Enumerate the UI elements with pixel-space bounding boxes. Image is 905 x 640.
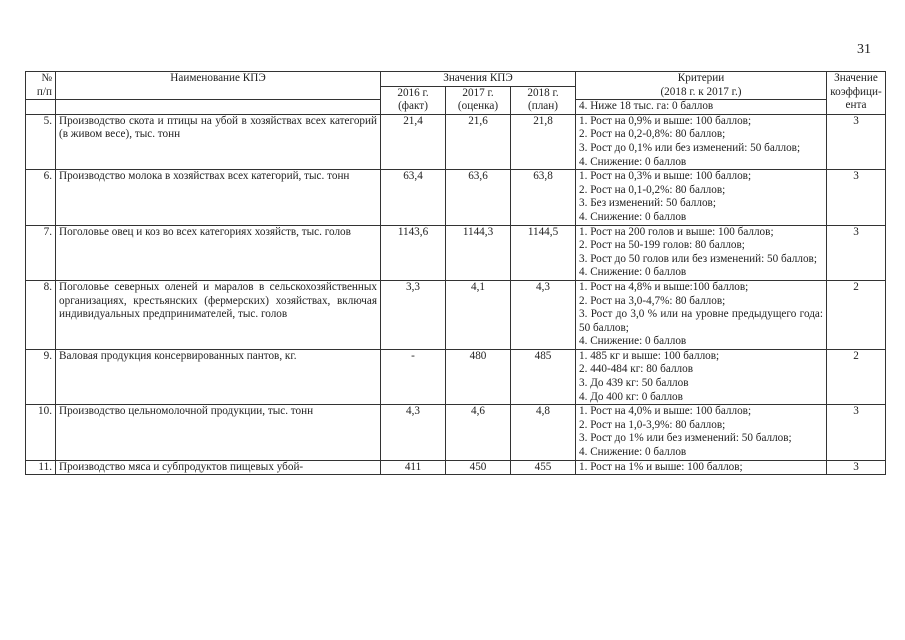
value-2016: 4,3 <box>381 405 446 460</box>
criteria-item: 3. Рост до 1% или без изменений: 50 баллов; <box>579 432 792 445</box>
kpi-table <box>25 71 886 475</box>
value-2016: 411 <box>381 460 446 475</box>
criteria-item: 1. Рост на 4,8% и выше:100 баллов; <box>579 280 749 293</box>
criteria-list <box>576 460 827 475</box>
kpi-name: Поголовье северных оленей и маралов в сельскохозяйственных организациях, крестьянских (фермерских) хозяйствах, включая индивидуальных предпринимателей, тыс. голов <box>56 280 381 349</box>
criteria-item: 4. Снижение: 0 баллов <box>579 446 687 459</box>
criteria-item: 4. Снижение: 0 баллов <box>579 210 687 223</box>
table-row <box>26 225 886 280</box>
value-2017: 480 <box>446 349 511 404</box>
criteria-item: 1. Рост на 4,0% и выше: 100 баллов; <box>579 405 752 418</box>
criteria-item: 1. Рост на 0,3% и выше: 100 баллов; <box>579 170 752 183</box>
criteria-item: 3. Рост до 0,1% или без изменений: 50 баллов; <box>579 141 801 154</box>
row-number: 11. <box>26 460 56 475</box>
criteria-list <box>576 349 827 404</box>
value-2018: 4,8 <box>511 405 576 460</box>
kpi-name: Производство скота и птицы на убой в хозяйствах всех категорий (в живом весе), тыс. тонн <box>56 114 381 169</box>
criteria-list <box>576 280 827 349</box>
criteria-item: 3. Рост до 3,0 % или на уровне предыдущего года: 50 баллов; <box>579 308 823 334</box>
coefficient-value: 3 <box>827 405 886 460</box>
criteria-item: 4. Снижение: 0 баллов <box>579 266 687 279</box>
row-number: 9. <box>26 349 56 404</box>
col-header-values: Значения КПЭ <box>381 72 576 87</box>
criteria-item: 2. Рост на 1,0-3,9%: 80 баллов; <box>579 418 726 431</box>
criteria-item: 2. Рост на 0,1-0,2%: 80 баллов; <box>579 183 726 196</box>
kpi-table-body <box>26 114 886 474</box>
col-header-criteria: Критерии (2018 г. к 2017 г.) <box>576 72 827 100</box>
value-2016: 63,4 <box>381 170 446 225</box>
row-number: 10. <box>26 405 56 460</box>
criteria-item: 2. 440-484 кг: 80 баллов <box>579 363 693 376</box>
criteria-item: 4. Снижение: 0 баллов <box>579 155 687 168</box>
col-header-name: Наименование КПЭ <box>56 72 381 100</box>
header-row <box>26 72 886 87</box>
criteria-item: 3. До 439 кг: 50 баллов <box>579 377 689 390</box>
value-2017: 4,1 <box>446 280 511 349</box>
criteria-item: 2. Рост на 50-199 голов: 80 баллов; <box>579 239 745 252</box>
criteria-item: 4. До 400 кг: 0 баллов <box>579 390 683 403</box>
criteria-item: 2. Рост на 3,0-4,7%: 80 баллов; <box>579 294 726 307</box>
carry-over-name <box>56 100 381 115</box>
value-2018: 63,8 <box>511 170 576 225</box>
coefficient-value: 3 <box>827 460 886 475</box>
col-header-no: № п/п <box>26 72 56 100</box>
kpi-name: Поголовье овец и коз во всех категориях хозяйств, тыс. голов <box>56 225 381 280</box>
coefficient-value: 2 <box>827 349 886 404</box>
criteria-item: 2. Рост на 0,2-0,8%: 80 баллов; <box>579 128 726 141</box>
criteria-item: 1. Рост на 200 голов и выше: 100 баллов; <box>579 225 774 238</box>
kpi-name: Производство мяса и субпродуктов пищевых убой- <box>56 460 381 475</box>
criteria-item: 1. 485 кг и выше: 100 баллов; <box>579 349 720 362</box>
value-2017: 4,6 <box>446 405 511 460</box>
col-header-2018: 2018 г. (план) <box>511 86 576 114</box>
value-2018: 1144,5 <box>511 225 576 280</box>
row-number: 5. <box>26 114 56 169</box>
value-2017: 450 <box>446 460 511 475</box>
kpi-name: Производство цельномолочной продукции, тыс. тонн <box>56 405 381 460</box>
criteria-list <box>576 405 827 460</box>
value-2016: - <box>381 349 446 404</box>
table-row <box>26 349 886 404</box>
coefficient-value: 3 <box>827 170 886 225</box>
value-2016: 1143,6 <box>381 225 446 280</box>
value-2016: 21,4 <box>381 114 446 169</box>
row-number: 6. <box>26 170 56 225</box>
table-row <box>26 114 886 169</box>
value-2018: 21,8 <box>511 114 576 169</box>
value-2017: 1144,3 <box>446 225 511 280</box>
coefficient-value: 3 <box>827 114 886 169</box>
criteria-item: 3. Рост до 50 голов или без изменений: 50 баллов; <box>579 252 817 265</box>
value-2018: 4,3 <box>511 280 576 349</box>
kpi-name: Валовая продукция консервированных пантов, кг. <box>56 349 381 404</box>
value-2017: 21,6 <box>446 114 511 169</box>
value-2017: 63,6 <box>446 170 511 225</box>
row-number: 7. <box>26 225 56 280</box>
table-row <box>26 170 886 225</box>
table-row <box>26 405 886 460</box>
criteria-item: 1. Рост на 1% и выше: 100 баллов; <box>579 460 743 473</box>
criteria-item: 3. Без изменений: 50 баллов; <box>579 197 716 210</box>
value-2018: 485 <box>511 349 576 404</box>
table-row <box>26 460 886 475</box>
criteria-list <box>576 225 827 280</box>
page-number: 31 <box>857 42 871 57</box>
criteria-item: 1. Рост на 0,9% и выше: 100 баллов; <box>579 114 752 127</box>
criteria-list <box>576 170 827 225</box>
col-header-2016: 2016 г. (факт) <box>381 86 446 114</box>
col-header-2017: 2017 г. (оценка) <box>446 86 511 114</box>
row-number: 8. <box>26 280 56 349</box>
value-2018: 455 <box>511 460 576 475</box>
criteria-list <box>576 114 827 169</box>
table-row <box>26 280 886 349</box>
carry-over-no <box>26 100 56 115</box>
coefficient-value: 3 <box>827 225 886 280</box>
criteria-item: 4. Снижение: 0 баллов <box>579 335 687 348</box>
col-header-coef: Значение коэффици- ента <box>827 72 886 115</box>
coefficient-value: 2 <box>827 280 886 349</box>
kpi-name: Производство молока в хозяйствах всех категорий, тыс. тонн <box>56 170 381 225</box>
carry-over-criteria: 4. Ниже 18 тыс. га: 0 баллов <box>576 100 827 115</box>
value-2016: 3,3 <box>381 280 446 349</box>
